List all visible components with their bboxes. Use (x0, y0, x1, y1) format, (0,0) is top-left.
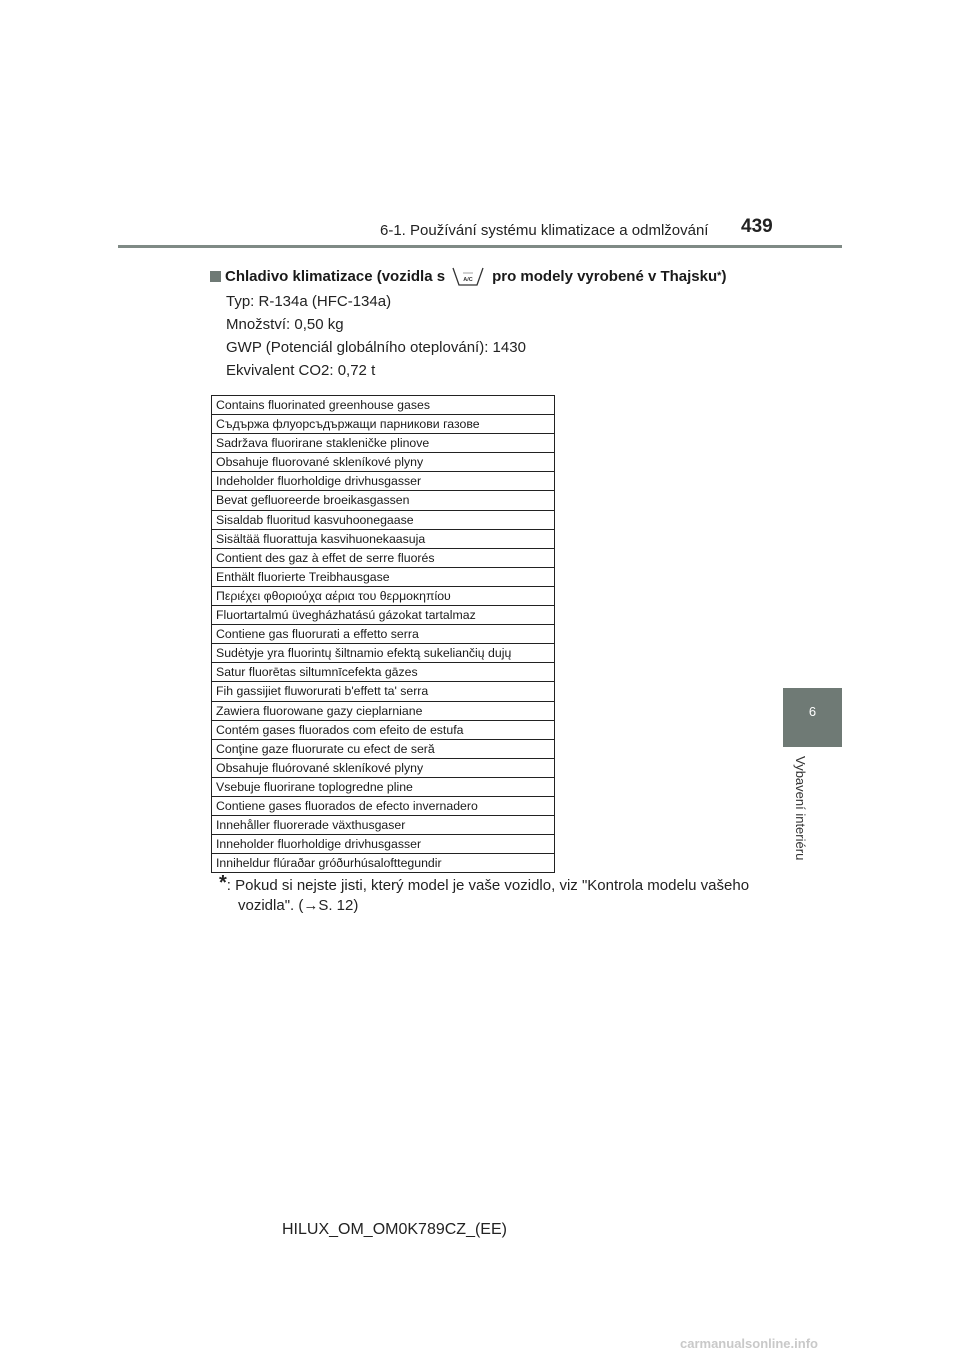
table-row: Enthält fluorierte Treibhausgase (212, 568, 554, 587)
table-row: Περιέχει φθοριούχα αέρια του θερμοκηπίου (212, 587, 554, 606)
footnote-mark: * (219, 872, 227, 894)
document-code: HILUX_OM_OM0K789CZ_(EE) (282, 1221, 507, 1238)
table-row: Contiene gas fluorurati a effetto serra (212, 625, 554, 644)
ac-button-icon (451, 265, 485, 287)
table-row: Inneholder fluorholdige drivhusgasser (212, 835, 554, 854)
table-row: Innehåller fluorerade växthusgaser (212, 816, 554, 835)
table-row: Contient des gaz à effet de serre fluorés (212, 549, 554, 568)
ac-icon-text: A/C (463, 277, 473, 283)
table-row: Zawiera fluorowane gazy cieplarniane (212, 702, 554, 721)
heading-text-end: pro modely vyrobené v Thajsku (492, 267, 718, 285)
table-row: Bevat gefluoreerde broeikasgassen (212, 491, 554, 510)
table-row: Conţine gaze fluorurate cu efect de seră (212, 740, 554, 759)
heading-closing-paren: ) (721, 267, 727, 285)
table-row: Fluortartalmú üvegházhatású gázokat tartalmaz (212, 606, 554, 625)
heading-text-start: Chladivo klimatizace (vozidla s (225, 267, 446, 285)
spec-co2: Ekvivalent CO2: 0,72 t (226, 362, 376, 379)
site-watermark: carmanualsonline.info (680, 1336, 818, 1351)
table-row: Vsebuje fluorirane toplogredne pline (212, 778, 554, 797)
spec-type: Typ: R-134a (HFC-134a) (226, 293, 392, 310)
table-row: Obsahuje fluórované skleníkové plyny (212, 759, 554, 778)
heading-footnote-mark: * (717, 270, 722, 282)
table-row: Sudėtyje yra fluorintų šiltnamio efektą sukeliančių dujų (212, 644, 554, 663)
fluorinated-gas-label-table (211, 395, 555, 873)
table-row: Satur fluorētas siltumnīcefekta gāzes (212, 663, 554, 682)
spec-quantity: Množství: 0,50 kg (226, 316, 344, 333)
chapter-tab (783, 688, 842, 747)
section-title: 6-1. Používání systému klimatizace a odmlžování (380, 222, 709, 239)
chapter-number: 6 (808, 704, 817, 719)
table-row: Sisältää fluorattuja kasvihuonekaasuja (212, 530, 554, 549)
table-row: Contiene gases fluorados de efecto invernadero (212, 797, 554, 816)
table-row: Sisaldab fluoritud kasvuhoonegaase (212, 511, 554, 530)
header-divider (118, 245, 842, 248)
table-row: Contains fluorinated greenhouse gases (212, 396, 554, 415)
table-row: Fih gassijiet fluworurati b'effett ta' serra (212, 682, 554, 701)
refrigerant-heading (210, 265, 726, 287)
table-row: Съдържа флуорсъдържащи парникови газове (212, 415, 554, 434)
chapter-label: Vybavení interiéru (793, 756, 808, 861)
model-footnote (219, 872, 759, 916)
footnote-line-2[interactable]: vozidla". (→S. 12) (238, 897, 359, 914)
table-row: Obsahuje fluorované skleníkové plyny (212, 453, 554, 472)
heading-bullet-icon (210, 271, 221, 282)
table-row: Sadržava fluorirane stakleničke plinove (212, 434, 554, 453)
footnote-line-1: : Pokud si nejste jisti, který model je vaše vozidlo, viz "Kontrola modelu vašeho (226, 877, 750, 894)
page-number: 439 (741, 216, 773, 237)
table-row: Indeholder fluorholdige drivhusgasser (212, 472, 554, 491)
spec-gwp: GWP (Potenciál globálního oteplování): 1430 (226, 339, 526, 356)
table-row: Contém gases fluorados com efeito de estufa (212, 721, 554, 740)
table-row: Inniheldur flúraðar gróðurhúsalofttegundir (212, 854, 554, 873)
